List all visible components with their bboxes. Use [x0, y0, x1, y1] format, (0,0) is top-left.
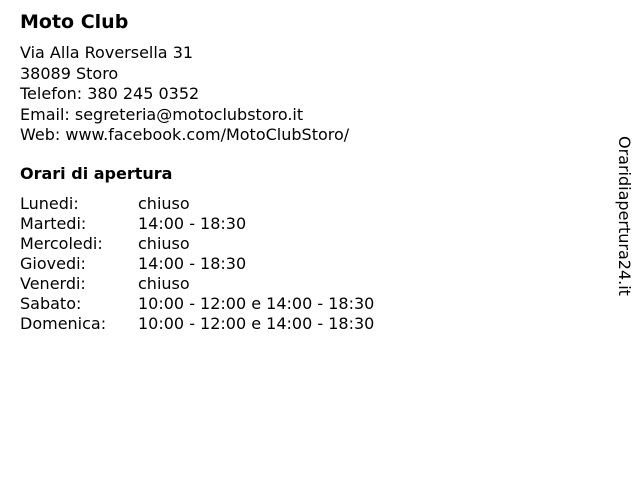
phone-line: Telefon: 380 245 0352	[20, 84, 200, 103]
day-label: Venerdi:	[20, 274, 86, 293]
hours-row-giovedi	[20, 254, 374, 274]
hours-row-venerdi	[20, 274, 374, 294]
day-hours: 14:00 - 18:30	[138, 214, 247, 233]
day-hours: 10:00 - 12:00 e 14:00 - 18:30	[138, 314, 375, 333]
site-brand-vertical	[614, 136, 634, 308]
day-label: Domenica:	[20, 314, 107, 333]
opening-hours-heading: Orari di apertura	[20, 164, 173, 183]
street-address: Via Alla Roversella 31	[20, 43, 194, 62]
day-label: Mercoledi:	[20, 234, 103, 253]
opening-hours-table	[20, 194, 374, 334]
day-label: Lunedi:	[20, 194, 79, 213]
day-hours: chiuso	[138, 194, 190, 213]
web-line: Web: www.facebook.com/MotoClubStoro/	[20, 125, 350, 144]
day-label: Giovedi:	[20, 254, 86, 273]
hours-row-domenica	[20, 314, 374, 334]
contact-info	[20, 43, 349, 146]
day-hours: chiuso	[138, 274, 190, 293]
day-hours: chiuso	[138, 234, 190, 253]
postal-city: 38089 Storo	[20, 63, 119, 83]
page-title: Moto Club	[20, 11, 129, 33]
day-label: Sabato:	[20, 294, 82, 313]
day-hours: 14:00 - 18:30	[138, 254, 247, 273]
email-line: Email: segreteria@motoclubstoro.it	[20, 104, 304, 124]
hours-row-sabato	[20, 294, 374, 314]
day-hours: 10:00 - 12:00 e 14:00 - 18:30	[138, 294, 375, 313]
hours-row-martedi	[20, 214, 374, 234]
site-brand-text: Oraridiapertura24.it	[615, 136, 634, 296]
day-label: Martedi:	[20, 214, 87, 233]
hours-row-mercoledi	[20, 234, 374, 254]
hours-row-lunedi	[20, 194, 374, 214]
